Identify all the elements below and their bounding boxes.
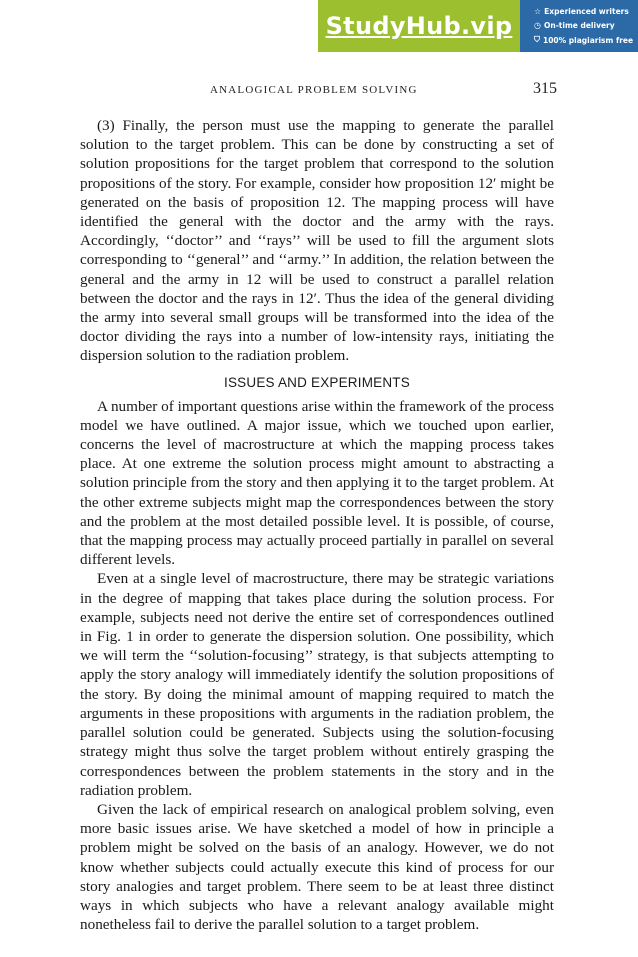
clock-icon: ◷	[534, 20, 541, 30]
badge-experienced-writers	[534, 7, 638, 16]
studyhub-logo[interactable]	[318, 0, 520, 52]
paragraph-4: Given the lack of empirical research on analogical problem solving, even more basic issues arise. We have sketched a model of how in principle a problem might be solved on the basis of an analogy. However, we do not know whether subjects could actually execute this kind of process for our story analogies and target problem. There seem to be at least three distinct ways in which subjects who have a relevant analogy available might nonetheless fail to derive the parallel solution to a target problem.	[80, 800, 554, 934]
paragraph-2: A number of important questions arise within the framework of the process model we have outlined. A major issue, which we touched upon earlier, concerns the level of macrostructure at which the mapping process takes place. At one extreme the solution process might amount to abstracting a solution principle from the story and then applying it to the target problem. At the other extreme subjects might map the correspondences between the story and the problem at the most detailed possible level. It is possible, of course, that the mapping process may actually proceed partially in parallel on several different levels.	[80, 397, 554, 569]
body-text	[80, 116, 554, 934]
paragraph-3: Even at a single level of macrostructure, there may be strategic variations in the degree of mapping that takes place during the solution process. For example, subjects need not derive the entire set of correspondences outlined in Fig. 1 in order to generate the dispersion solution. One possibility, which we will term the ‘‘solution-focusing’’ strategy, is that subjects attempting to apply the story analogy will immediately identify the solution propositions of the story. By doing the minimal amount of mapping required to match the arguments in these propositions with arguments in the radiation problem, the parallel solution could be generated. Subjects using the solution-focusing strategy might thus solve the target problem without entirely grasping the correspondences between the problem statements in the story and in the radiation problem.	[80, 570, 554, 799]
badge-plagiarism-free	[534, 35, 638, 45]
badge-on-time-delivery	[534, 21, 638, 30]
shield-icon: ⛉	[534, 35, 540, 45]
badge-label: 100% plagiarism free	[543, 35, 634, 45]
logo-text: StudyHub.vip	[325, 12, 513, 40]
paragraph-1: (3) Finally, the person must use the mapping to generate the parallel solution to the target problem. This can be done by constructing a set of solution propositions for the target problem that correspond to the solution propositions of the story. For example, consider how proposition 12′ might be generated on the basis of proposition 12. The mapping process will have identified the general with the doctor and the army with the rays. Accordingly, ‘‘doctor’’ and ‘‘rays’’ will be used to fill the argument slots corresponding to ‘‘general’’ and ‘‘army.’’ In addition, the relation between the general and the army in 12 will be used to construct a parallel relation between the doctor and the rays in 12′. Thus the idea of the general dividing the army into several small groups will be transformed into the idea of the doctor dividing the rays into a number of low-intensity rays, initiating the dispersion solution to the radiation problem.	[80, 117, 554, 365]
badge-label: Experienced writers	[544, 6, 629, 16]
section-heading: ISSUES AND EXPERIMENTS	[224, 374, 410, 390]
advertisement-banner[interactable]	[318, 0, 638, 52]
star-icon: ☆	[534, 6, 542, 16]
badge-list	[520, 0, 638, 52]
running-title: ANALOGICAL PROBLEM SOLVING	[210, 84, 418, 96]
badge-label: On-time delivery	[543, 20, 615, 30]
running-header	[0, 80, 638, 100]
page-number: 315	[533, 80, 557, 97]
